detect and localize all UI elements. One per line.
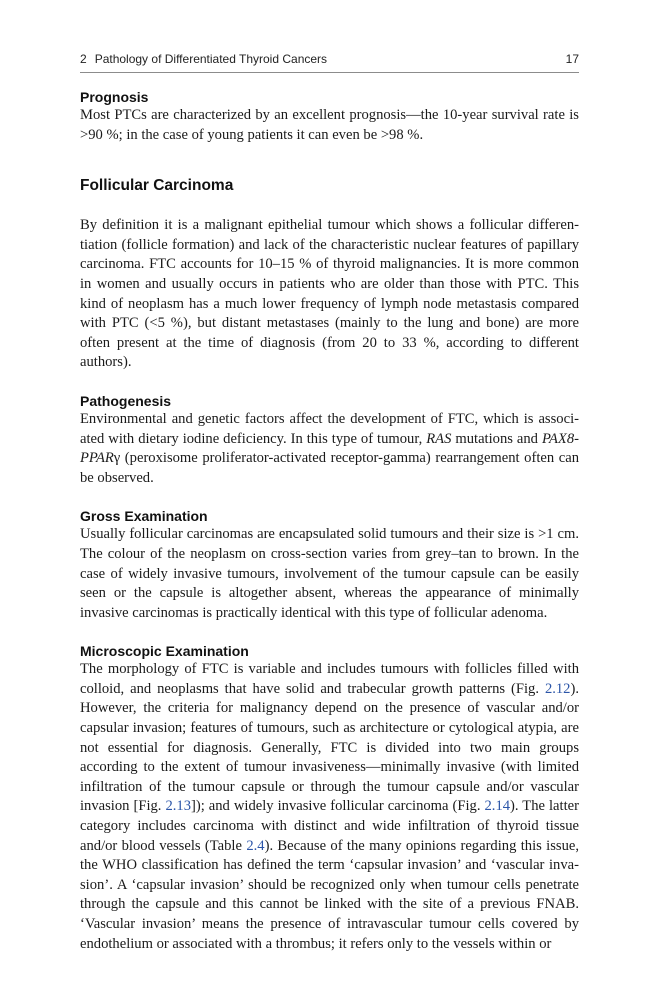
table-link-2-4[interactable]: 2.4 — [246, 837, 265, 854]
page-number: 17 — [565, 52, 579, 66]
figure-link-2-13[interactable]: 2.13 — [165, 798, 191, 815]
chapter-title: Pathology of Differentiated Thyroid Cancers — [94, 52, 328, 66]
follicular-carcinoma-heading: Follicular Carcinoma — [80, 177, 234, 195]
pathogenesis-paragraph: Environmental and genetic factors affect the development of FTC, which is associated with dietary iodine deficiency. In this type of tumour, RAS mutations and PAX8-PPARγ (peroxisome proliferator-activated receptor-gamma) rearrangement often can be observed. — [80, 410, 579, 486]
ras-gene: RAS — [426, 430, 452, 447]
gamma-symbol: γ — [113, 450, 121, 467]
figure-link-2-12[interactable]: 2.12 — [544, 680, 571, 697]
microscopic-examination-heading: Microscopic Examination — [80, 643, 249, 660]
gross-examination-paragraph: Usually follicular carcinomas are encapsulated solid tumours and their size is >1 cm. The colour of the neoplasm on cross-section varies from grey–tan to brown. In the case of widely invasive tumours, involvement of the tumour capsule can be easily seen or the capsule is altogether absent, whereas the appearance of minimally invasive carcinomas is practically identical with this type of follicular adenoma. — [80, 526, 579, 621]
microscopic-examination-paragraph: The morphology of FTC is variable and includes tumours with follicles filled with colloid, and neoplasms that have solid and trabecular growth patterns (Fig. 2.12). However, the criteria for malignancy depend on the presence of vascular and/or capsular invasion; features of tumours, such as architecture or cytological atypia, are not essential for diagnosis. Generally, FTC is divided into two main groups according to the extent of tumour invasiveness—minimally invasive (with limited infiltration of the tumour capsule or through the tumour capsule and/or vascular invasion [Fig. 2.13]); and widely invasive follicular carcinoma (Fig. 2.14). The latter category includes carcinoma with distinct and wide infiltration of thyroid tissue and/or blood vessels (Table 2.4). Because of the many opinions regarding this issue, the WHO classification has defined the term ‘capsular invasion’ and ‘vascular invasion’. A ‘capsular invasion’ should be recognized only when tumour cells penetrate through the capsule and this cannot be linked with the site of a previous FNAB. ‘Vascular invasion’ means the presence of intravascular tumour cells covered by endothelium or associated with a thrombus; it refers only to the vessels within or — [80, 661, 579, 952]
page-body — [80, 88, 579, 954]
follicular-carcinoma-paragraph: By definition it is a malignant epithelial tumour which shows a follicular differentiation (follicle formation) and lack of the characteristic nuclear features of papillary carcinoma. FTC accounts for 10–15 % of thyroid malignancies. It is more common in women and usually occurs in patients who are older than those with PTC. This kind of neoplasm has a much lower frequency of lymph node metastasis compared with PTC (<5 %), but distant metastases (mainly to the lung and bone) are more often present at the time of diagnosis (from 20 to 33 %, according to different authors). — [80, 217, 579, 371]
chapter-number: 2 — [80, 52, 87, 66]
figure-link-2-14[interactable]: 2.14 — [484, 798, 511, 815]
prognosis-paragraph: Most PTCs are characterized by an excellent prognosis—the 10-year survival rate is >90 %; in the case of young patients it can even be >98 %. — [80, 107, 579, 143]
pax8-ppar-gene: PAX8-PPAR — [80, 430, 579, 467]
running-title — [80, 52, 327, 66]
gross-examination-heading: Gross Examination — [80, 508, 208, 525]
prognosis-heading: Prognosis — [80, 89, 149, 105]
running-header — [80, 50, 579, 73]
pathogenesis-heading: Pathogenesis — [80, 392, 172, 409]
